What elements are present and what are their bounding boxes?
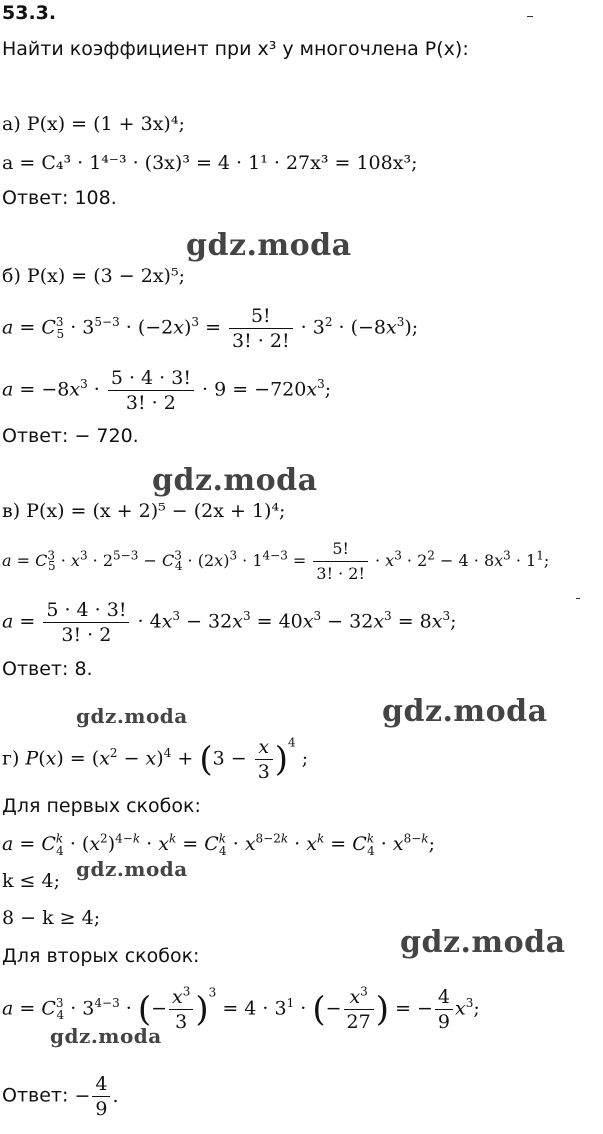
part-c-line2: a = $\frac{5 \cdot 4 \cdot 3!}{3! \cdot 2}$ · $4x^3 - 32x^3 = 40x^3 - 32x^3 = 8x^3$;: [2, 599, 457, 646]
part-a-answer: [2, 187, 117, 209]
part-a-poly-text: P(x) = (1 + 3x)⁴;: [26, 113, 185, 135]
part-c-line1: $a = C^3_5 \cdot x^3 \cdot 2^{5-3} - C^3_4 \cdot (2x)^3 \cdot 1^{4-3}$ = $\frac{5!}{3! \cdot 2!}$ · $x^3 \cdot 2^2 - 4 \cdot 8x^3 \cdot 1^1$;: [2, 539, 550, 583]
part-a-line1: a = C₄³ · 1⁴⁻³ · (3x)³ = 4 · 1¹ · 27x³ = 108x³;: [2, 152, 418, 174]
watermark-5: gdz.moda: [76, 857, 188, 881]
part-c-answer-value: 8.: [74, 658, 93, 680]
part-b-answer: [2, 425, 139, 447]
part-b-label: б): [2, 265, 21, 287]
part-d-second-brackets: Для вторых скобок:: [2, 945, 200, 967]
part-d-first-brackets: Для первых скобок:: [2, 795, 201, 817]
task-statement: [2, 38, 469, 60]
stray-mark: [527, 16, 533, 17]
part-b-poly-text: P(x) = (3 − 2x)⁵;: [26, 265, 185, 287]
watermark-4: gdz.moda: [382, 694, 548, 729]
watermark-2: gdz.moda: [152, 463, 318, 498]
part-c-label: в): [2, 500, 21, 522]
part-b-line1: $a = C^3_5 \cdot 3^{5-3} \cdot (-2x)^3$ = $\frac{5!}{3! \cdot 2!}$ · $3^2 \cdot (-8x^3)$;: [2, 305, 419, 352]
part-d-answer: [2, 1072, 119, 1121]
watermark-3: gdz.moda: [76, 704, 188, 728]
part-d-answer-value: − $\frac{4}{9}$ .: [74, 1073, 119, 1120]
part-b-answer-value: − 720.: [74, 425, 139, 447]
part-c-poly: [2, 500, 285, 522]
part-d-answer-label: Ответ:: [2, 1084, 69, 1107]
part-b-poly: [2, 265, 185, 287]
part-b-line2: $a = -8x^3$ · $\frac{5 \cdot 4 \cdot 3!}{3! \cdot 2}$ · $9 = -720x^3$;: [2, 367, 332, 414]
task-text: Найти коэффициент при x³ у многочлена P(x):: [2, 38, 469, 60]
part-d-poly: г) $P(x) = (x^2 - x)^4 + (3$ − $\frac{x}{3}$ )$^4$ ;: [2, 735, 309, 783]
part-d-line1: $a = C^k_4 \cdot (x^2)^{4-k} \cdot x^k = C^k_4 \cdot x^{8-2k} \cdot x^k = C^k_4 \cdot x^{8-k}$;: [2, 831, 435, 858]
part-b-answer-label: Ответ:: [2, 425, 69, 447]
part-d-ineq1: k ≤ 4;: [2, 870, 61, 892]
part-d-ineq2: 8 − k ≥ 4;: [2, 907, 101, 929]
part-a-poly: [2, 113, 185, 135]
part-a-answer-label: Ответ:: [2, 187, 69, 209]
part-a-answer-value: 108.: [74, 187, 117, 209]
stray-mark-2: [576, 598, 580, 599]
watermark-1: gdz.moda: [186, 228, 352, 263]
problem-number: 53.3.: [2, 2, 57, 24]
watermark-6: gdz.moda: [400, 925, 566, 960]
part-d-line2: $a = C^3_4 \cdot 3^{4-3}$ · (− $\frac{x^3}{3}$ )$^3 = 4 \cdot 3^1$ · (− $\frac{x^3}{27}$ ) = − $\frac{4}{9}$ $x^3$;: [2, 984, 480, 1033]
watermark-7: gdz.moda: [50, 1024, 162, 1048]
part-a-label: а): [2, 113, 21, 135]
part-c-answer-label: Ответ:: [2, 658, 69, 680]
part-c-poly-text: P(x) = (x + 2)⁵ − (2x + 1)⁴;: [26, 500, 286, 522]
part-c-answer: [2, 658, 93, 680]
